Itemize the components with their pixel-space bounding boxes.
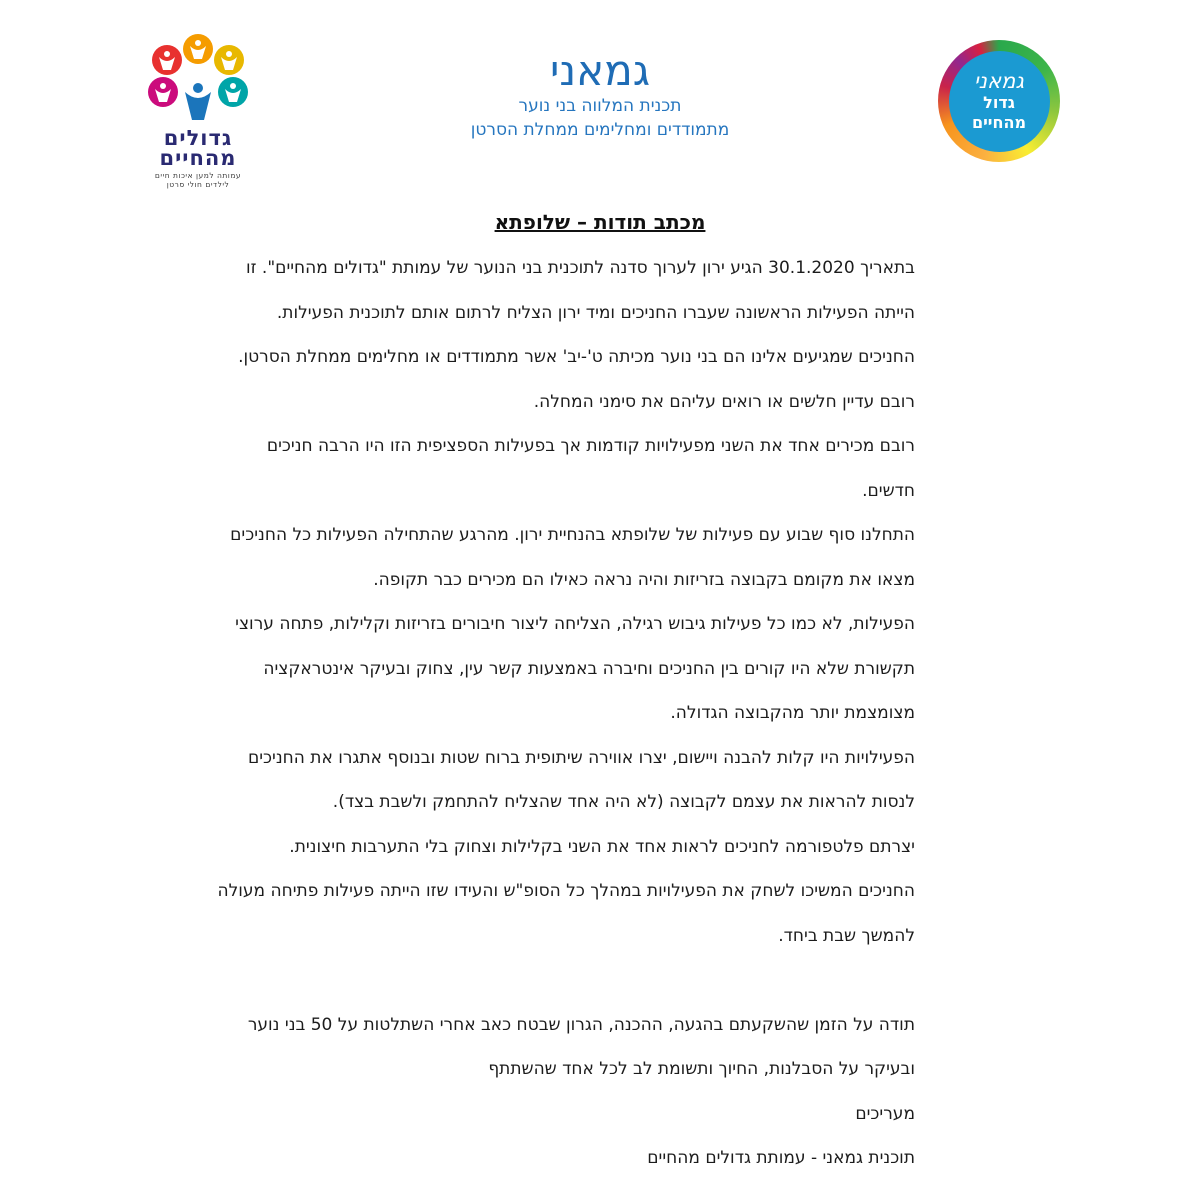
badge-line-1: גמאני <box>973 68 1025 93</box>
letter-line: החניכים שמגיעים אלינו הם בני נוער מכיתה ט'-יב' אשר מתמודדים או מחלימים ממחלת הסרטן. <box>238 347 915 367</box>
letter-line: הפעילות, לא כמו כל פעילות גיבוש רגילה, הצליחה ליצור חיבורים בזריזות וקלילות, פתחה ערוצי <box>235 614 915 634</box>
letter-closing-line: תוכנית גמאני - עמותת גדולים מהחיים <box>647 1148 915 1168</box>
letter-closing-line: ובעיקר על הסבלנות, החיוך ותשומת לב לכל אחד שהשתתף <box>488 1059 915 1079</box>
program-subtitle-2: מתמודדים ומחלימים ממחלת הסרטן <box>470 120 730 140</box>
org-logo-subtitle-line2: לילדים חולי סרטן <box>166 180 230 189</box>
program-badge-inner <box>949 51 1050 152</box>
letter-line: רובם מכירים אחד את השני מפעילויות קודמות אך בפעילות הספציפית הזו היו הרבה חניכים <box>266 436 915 456</box>
letter-closing-line: תודה על הזמן שהשקעתם בהגעה, ההכנה, הגרון שבטח כאב אחרי השתלטות על 50 בני נוער <box>247 1014 915 1035</box>
letter-line: לנסות להראות את עצמם לקבוצה (לא היה אחד שהצליח להתחמק ולשבת בצד). <box>332 792 915 812</box>
letter-blank-line <box>285 958 915 1003</box>
letter-line: חדשים. <box>862 480 915 501</box>
letter-line: יצרתם פלטפורמה לחניכים לראות אחד את השני בקלילות וצחוק בלי התערבות חיצונית. <box>289 836 915 857</box>
letter-line: הפעילויות היו קלות להבנה ויישום, יצרו אווירה שיתופית ברוח שטות ובנוסף אתגרו את החניכים <box>247 747 915 768</box>
program-subtitle-1: תכנית המלווה בני נוער <box>518 96 682 116</box>
letterhead <box>0 0 1200 200</box>
letter-closing-line: מעריכים <box>855 1103 915 1124</box>
org-logo-title-line1: גדולים <box>163 126 233 150</box>
letter-line: בתאריך 30.1.2020 הגיע ירון לערוך סדנה לתוכנית בני הנוער של עמותת "גדולים מהחיים". זו <box>246 258 915 278</box>
letter-line: תקשורת שלא היו קורים בין החניכים וחיברה באמצעות קשר עין, צחוק ובעיקר אינטראקציה <box>263 658 915 679</box>
program-title: גמאני <box>549 46 651 95</box>
letter-line: הייתה הפעילות הראשונה שעברו החניכים ומיד ירון הצליח לרתום אותם לתוכנית הפעילות. <box>276 302 915 323</box>
letter-line: להמשך שבת ביחד. <box>778 925 915 946</box>
letter-body <box>217 246 915 1181</box>
org-logo-subtitle-line1: עמותה למען איכות חיים <box>154 171 242 180</box>
letter-line: מצומצמת יותר מהקבוצה הגדולה. <box>670 703 915 723</box>
org-logo-subtitle <box>138 171 258 189</box>
badge-line-2: גדול <box>983 92 1015 112</box>
letter-line: רובם עדיין חלשים או רואים עליהם את סימני המחלה. <box>533 391 915 412</box>
letter-title: מכתב תודות – שלופתא <box>494 210 706 234</box>
badge-line-3: מהחיים <box>971 112 1027 132</box>
letter-line: מצאו את מקומם בקבוצה בזריזות והיה נראה כאילו הם מכירים כבר תקופה. <box>373 569 915 590</box>
program-badge-icon <box>938 40 1060 162</box>
letter-line: החניכים המשיכו לשחק את הפעילויות במהלך כל הסופ"ש והעידו שזו הייתה פעילות פתיחה מעולה <box>217 881 915 901</box>
letter-line: התחלנו סוף שבוע עם פעילות של שלופתא בהנחיית ירון. מהרגע שהתחילה הפעילות כל החניכים <box>230 525 915 545</box>
org-logo-title-line2: מהחיים <box>159 146 237 170</box>
